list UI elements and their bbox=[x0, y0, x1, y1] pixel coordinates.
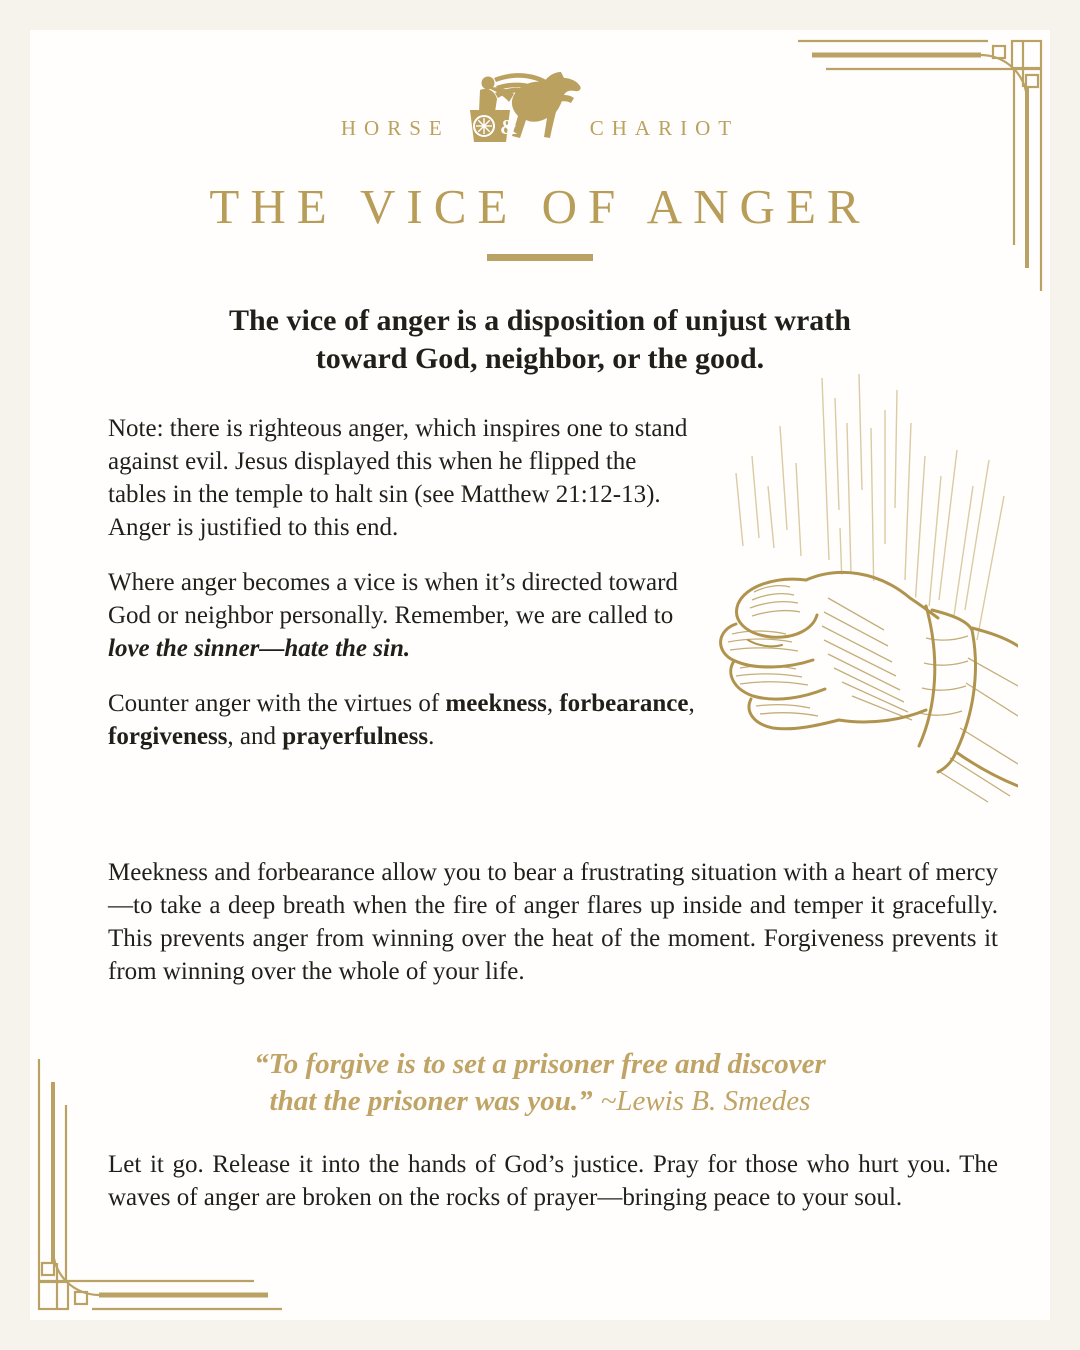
quote-attribution: ~Lewis B. Smedes bbox=[600, 1085, 811, 1117]
intro-line-1: The vice of anger is a disposition of unjust wrath bbox=[228, 304, 851, 337]
virtue-prayerfulness: prayerfulness bbox=[282, 723, 429, 750]
quote-line-2: that the prisoner was you.” ~Lewis B. Smedes bbox=[269, 1085, 811, 1117]
page-title: THE VICE OF ANGER bbox=[209, 179, 871, 234]
brand-logo bbox=[30, 70, 1050, 143]
clenched-fist-illustration bbox=[688, 368, 1018, 848]
paragraph-righteous-anger: Note: there is righteous anger, which inspires one to stand against evil. Jesus displayed this when he flipped the tables in the temple to halt sin (see Matthew 21:12-13). Anger is justified to this end. bbox=[108, 415, 688, 541]
intro-line-2: toward God, neighbor, or the good. bbox=[315, 342, 765, 375]
paragraph-meekness-forbearance: Meekness and forbearance allow you to bear a frustrating situation with a heart of mercy—to take a deep breath when the fire of anger flares up inside and temper it gracefully. This prevents anger from winning over the heat of the moment. Forgiveness prevents it from winning over the whole of your life. bbox=[108, 859, 998, 985]
brand-ampersand: & bbox=[499, 115, 518, 139]
paragraph-vice-emphasis: love the sinner—hate the sin. bbox=[108, 635, 411, 662]
paragraph-let-it-go: Let it go. Release it into the hands of God’s justice. Pray for those who hurt you. The waves of anger are broken on the rocks of prayer—bringing peace to your soul. bbox=[108, 1151, 998, 1211]
body-column bbox=[108, 412, 696, 775]
virtue-forgiveness: forgiveness bbox=[108, 723, 228, 750]
brand-word-horse: HORSE bbox=[340, 116, 450, 140]
paragraph-counter-virtues: Counter anger with the virtues of meekness, forbearance, forgiveness, and prayerfulness. bbox=[108, 690, 695, 750]
quote-line-1: “To forgive is to set a prisoner free and discover bbox=[254, 1048, 826, 1080]
virtue-forbearance: forbearance bbox=[559, 690, 689, 717]
pull-quote bbox=[30, 1046, 1050, 1120]
horse-chariot-icon bbox=[454, 70, 586, 144]
paragraph-vice-direction bbox=[108, 566, 696, 665]
intro-statement bbox=[30, 302, 1050, 378]
content-panel bbox=[30, 30, 1050, 1320]
paragraph-vice-lead: Where anger becomes a vice is when it’s directed toward God or neighbor personally. Remember, we are called to bbox=[108, 569, 678, 629]
virtue-meekness: meekness bbox=[445, 690, 547, 717]
title-divider bbox=[487, 254, 593, 261]
brand-word-chariot: CHARIOT bbox=[589, 116, 740, 140]
